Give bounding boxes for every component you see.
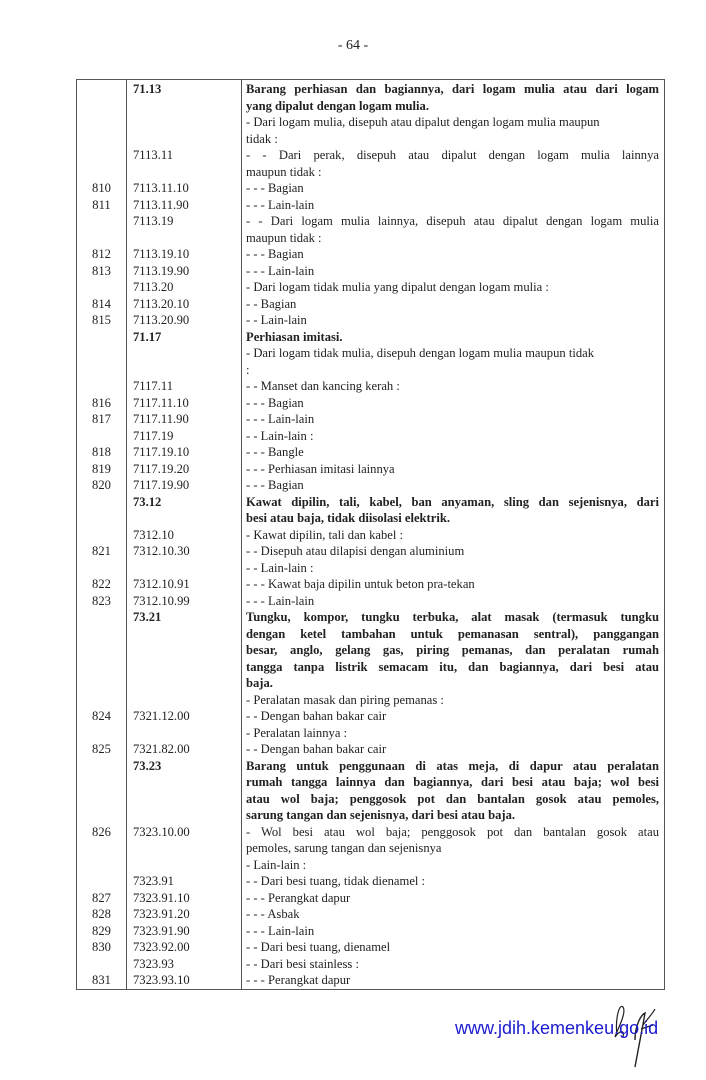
row-number (77, 527, 127, 544)
description (242, 560, 665, 577)
row-number: 819 (77, 461, 127, 478)
description (242, 593, 665, 610)
description-line: - - - Lain-lain (246, 923, 315, 938)
hs-code: 7113.11.10 (127, 180, 242, 197)
hs-code: 7117.11.90 (127, 411, 242, 428)
row-number: 823 (77, 593, 127, 610)
row-number (77, 758, 127, 824)
description (242, 197, 665, 214)
hs-code: 7323.91.20 (127, 906, 242, 923)
description-line: - Dari logam tidak mulia yang dipalut dengan logam mulia : (246, 280, 549, 294)
hs-code: 73.21 (127, 609, 242, 692)
table-row (77, 906, 665, 923)
row-number: 820 (77, 477, 127, 494)
description-line: - - Lain-lain : (246, 428, 314, 443)
row-number: 826 (77, 824, 127, 857)
description (242, 725, 665, 742)
table-row (77, 263, 665, 280)
table-row (77, 741, 665, 758)
description (242, 329, 665, 346)
description-line: pemoles, sarung tangan dan sejenisnya (246, 841, 442, 855)
description-line: - - Lain-lain (246, 313, 307, 327)
description (242, 80, 665, 115)
table-row (77, 312, 665, 329)
table-row (77, 147, 665, 180)
table-row (77, 197, 665, 214)
hs-code: 7113.19.10 (127, 246, 242, 263)
table-row (77, 213, 665, 246)
row-number (77, 147, 127, 180)
description-line: rumah tangga lainnya dan bagiannya, dari besi atau baja; wol besi (246, 775, 659, 789)
table-row (77, 461, 665, 478)
table-row (77, 180, 665, 197)
description (242, 857, 665, 874)
description (242, 279, 665, 296)
hs-code: 7113.20.10 (127, 296, 242, 313)
table-row (77, 560, 665, 577)
hs-code: 7113.20 (127, 279, 242, 296)
description-line: - - Manset dan kancing kerah : (246, 379, 400, 393)
description-line: - - - Bangle (246, 445, 304, 459)
table-row (77, 593, 665, 610)
table-row (77, 923, 665, 940)
description-line: baja. (246, 676, 273, 690)
table-row (77, 395, 665, 412)
description-line: - - Bagian (246, 296, 297, 311)
hs-code: 7323.93.10 (127, 972, 242, 989)
description-line: - - - Bagian (246, 181, 304, 195)
description (242, 296, 665, 313)
description-line: - - - Bagian (246, 395, 304, 410)
description (242, 213, 665, 246)
description (242, 708, 665, 725)
description (242, 824, 665, 857)
jdih-website-link[interactable]: www.jdih.kemenkeu.go.id (455, 1018, 659, 1038)
table-row (77, 378, 665, 395)
tariff-table (76, 79, 665, 990)
table-row (77, 890, 665, 907)
table-row (77, 345, 665, 378)
hs-code: 71.13 (127, 80, 242, 115)
table-row (77, 758, 665, 824)
row-number (77, 345, 127, 378)
description-line: - Dari logam mulia, disepuh atau dipalut dengan logam mulia maupun (246, 115, 600, 129)
row-number: 814 (77, 296, 127, 313)
hs-code (127, 857, 242, 874)
description (242, 444, 665, 461)
description-line: - Kawat dipilin, tali dan kabel : (246, 527, 404, 542)
table-row (77, 477, 665, 494)
table-row (77, 527, 665, 544)
description-line: - - Dari besi stainless : (246, 956, 359, 971)
description (242, 873, 665, 890)
description (242, 312, 665, 329)
row-number (77, 692, 127, 709)
hs-code: 7113.20.90 (127, 312, 242, 329)
hs-code: 7323.91.10 (127, 890, 242, 907)
row-number (77, 428, 127, 445)
row-number (77, 873, 127, 890)
description (242, 939, 665, 956)
description (242, 956, 665, 973)
description (242, 609, 665, 692)
description-line: - Dari logam tidak mulia, disepuh dengan logam mulia maupun tidak (246, 346, 595, 360)
description-line: - - Disepuh atau dilapisi dengan aluminium (246, 544, 465, 558)
hs-code: 7321.12.00 (127, 708, 242, 725)
description-line: - - Dengan bahan bakar cair (246, 709, 387, 723)
hs-code: 7117.19 (127, 428, 242, 445)
row-number: 816 (77, 395, 127, 412)
row-number (77, 329, 127, 346)
table-row (77, 246, 665, 263)
description-line: - - - Bagian (246, 247, 304, 261)
hs-code: 7117.19.10 (127, 444, 242, 461)
row-number (77, 279, 127, 296)
table-row (77, 114, 665, 147)
row-number: 811 (77, 197, 127, 214)
description (242, 527, 665, 544)
row-number: 829 (77, 923, 127, 940)
row-number (77, 609, 127, 692)
hs-code: 7312.10 (127, 527, 242, 544)
description (242, 890, 665, 907)
table-row (77, 725, 665, 742)
description (242, 543, 665, 560)
row-number (77, 857, 127, 874)
hs-code: 7323.93 (127, 956, 242, 973)
row-number: 831 (77, 972, 127, 989)
description (242, 263, 665, 280)
table-row (77, 857, 665, 874)
hs-code: 7113.19 (127, 213, 242, 246)
hs-code: 7312.10.30 (127, 543, 242, 560)
description-line: - - - Asbak (246, 907, 300, 921)
description (242, 395, 665, 412)
description-line: dengan ketel tambahan untuk pemanasan sentral), panggangan (246, 626, 659, 641)
description-line: - - Dari besi tuang, dienamel (246, 940, 391, 954)
description (242, 576, 665, 593)
table-row (77, 543, 665, 560)
hs-code: 7117.19.90 (127, 477, 242, 494)
description-line: Tungku, kompor, tungku terbuka, alat masak (termasuk tungku (246, 610, 659, 624)
hs-code (127, 114, 242, 147)
description-line: - - - Kawat baja dipilin untuk beton pra-tekan (246, 577, 475, 591)
hs-code (127, 692, 242, 709)
row-number (77, 378, 127, 395)
row-number (77, 725, 127, 742)
row-number: 815 (77, 312, 127, 329)
row-number: 830 (77, 939, 127, 956)
description-line: : (246, 362, 250, 377)
description (242, 972, 665, 989)
table-row (77, 609, 665, 692)
description (242, 758, 665, 824)
description-line: Kawat dipilin, tali, kabel, ban anyaman, sling dan sejenisnya, dari (246, 494, 659, 509)
description-line: - - - Lain-lain (246, 412, 315, 426)
description-line: - - - Lain-lain (246, 593, 315, 608)
description-line: - - - Perhiasan imitasi lainnya (246, 461, 395, 476)
description-line: atau wol baja; penggosok pot dan bantalan gosok atau pemoles, (246, 791, 659, 806)
row-number: 818 (77, 444, 127, 461)
row-number: 827 (77, 890, 127, 907)
description-line: - - - Lain-lain (246, 263, 315, 278)
description-line: - Peralatan masak dan piring pemanas : (246, 692, 444, 707)
hs-code: 7323.91.90 (127, 923, 242, 940)
description-line: maupun tidak : (246, 230, 322, 245)
table-row (77, 824, 665, 857)
description-line: - - - Lain-lain (246, 197, 315, 212)
table-row (77, 494, 665, 527)
table-row (77, 692, 665, 709)
hs-code: 7312.10.99 (127, 593, 242, 610)
hs-code: 7312.10.91 (127, 576, 242, 593)
description-line: - - - Perangkat dapur (246, 890, 351, 905)
table-row (77, 972, 665, 989)
description (242, 741, 665, 758)
description-line: tangga tanpa listrik semacam itu, dan bagiannya, dari besi atau (246, 659, 659, 674)
table-row (77, 444, 665, 461)
row-number: 821 (77, 543, 127, 560)
description (242, 180, 665, 197)
hs-code: 7117.11 (127, 378, 242, 395)
description (242, 147, 665, 180)
hs-code: 7323.91 (127, 873, 242, 890)
description-line: besar, anglo, gelang gas, piring pemanas, dan peralatan rumah (246, 643, 659, 657)
row-number (77, 560, 127, 577)
table-row (77, 329, 665, 346)
description (242, 428, 665, 445)
description (242, 378, 665, 395)
description (242, 411, 665, 428)
hs-code: 7113.19.90 (127, 263, 242, 280)
row-number: 822 (77, 576, 127, 593)
description (242, 923, 665, 940)
hs-code: 7323.10.00 (127, 824, 242, 857)
description (242, 114, 665, 147)
row-number: 828 (77, 906, 127, 923)
description-line: - Wol besi atau wol baja; penggosok pot dan bantalan gosok atau (246, 824, 659, 839)
row-number (77, 80, 127, 115)
description (242, 906, 665, 923)
table-row (77, 279, 665, 296)
row-number: 810 (77, 180, 127, 197)
table-row (77, 411, 665, 428)
description-line: Barang untuk penggunaan di atas meja, di dapur atau peralatan (246, 758, 659, 773)
row-number (77, 213, 127, 246)
description (242, 345, 665, 378)
table-row (77, 80, 665, 115)
description-line: - - Dari perak, disepuh atau dipalut dengan logam mulia lainnya (246, 148, 659, 162)
description-line: - Peralatan lainnya : (246, 725, 348, 740)
hs-code: 73.12 (127, 494, 242, 527)
hs-code: 7321.82.00 (127, 741, 242, 758)
row-number: 817 (77, 411, 127, 428)
table-row (77, 956, 665, 973)
description-line: tidak : (246, 131, 278, 146)
row-number: 824 (77, 708, 127, 725)
table-row (77, 873, 665, 890)
description-line: - - - Perangkat dapur (246, 973, 351, 987)
row-number: 812 (77, 246, 127, 263)
hs-code: 7113.11.90 (127, 197, 242, 214)
description-line: sarung tangan dan sejenisnya, dari besi atau baja. (246, 808, 516, 822)
description (242, 461, 665, 478)
hs-code: 7113.11 (127, 147, 242, 180)
table-row (77, 576, 665, 593)
table-row (77, 428, 665, 445)
hs-code (127, 560, 242, 577)
description-line: yang dipalut dengan logam mulia. (246, 98, 430, 113)
table-row (77, 708, 665, 725)
row-number: 813 (77, 263, 127, 280)
description-line: maupun tidak : (246, 164, 322, 179)
description-line: - - Dari logam mulia lainnya, disepuh atau dipalut dengan logam mulia (246, 214, 659, 228)
description-line: - - Dengan bahan bakar cair (246, 742, 387, 756)
table-row (77, 296, 665, 313)
hs-code: 71.17 (127, 329, 242, 346)
hs-code: 7117.19.20 (127, 461, 242, 478)
row-number: 825 (77, 741, 127, 758)
row-number (77, 114, 127, 147)
table-row (77, 939, 665, 956)
hs-code: 73.23 (127, 758, 242, 824)
description (242, 246, 665, 263)
row-number (77, 494, 127, 527)
hs-code: 7323.92.00 (127, 939, 242, 956)
description (242, 494, 665, 527)
description-line: Barang perhiasan dan bagiannya, dari logam mulia atau dari logam (246, 82, 659, 96)
description (242, 692, 665, 709)
hs-code (127, 725, 242, 742)
description-line: - - - Bagian (246, 478, 304, 492)
description-line: - - Lain-lain : (246, 560, 314, 575)
description (242, 477, 665, 494)
hs-code: 7117.11.10 (127, 395, 242, 412)
hs-code (127, 345, 242, 378)
description-line: besi atau baja, tidak diisolasi elektrik. (246, 511, 450, 525)
description-line: Perhiasan imitasi. (246, 329, 343, 344)
row-number (77, 956, 127, 973)
description-line: - Lain-lain : (246, 857, 307, 872)
description-line: - - Dari besi tuang, tidak dienamel : (246, 874, 426, 888)
page-number: - 64 - (337, 38, 369, 53)
